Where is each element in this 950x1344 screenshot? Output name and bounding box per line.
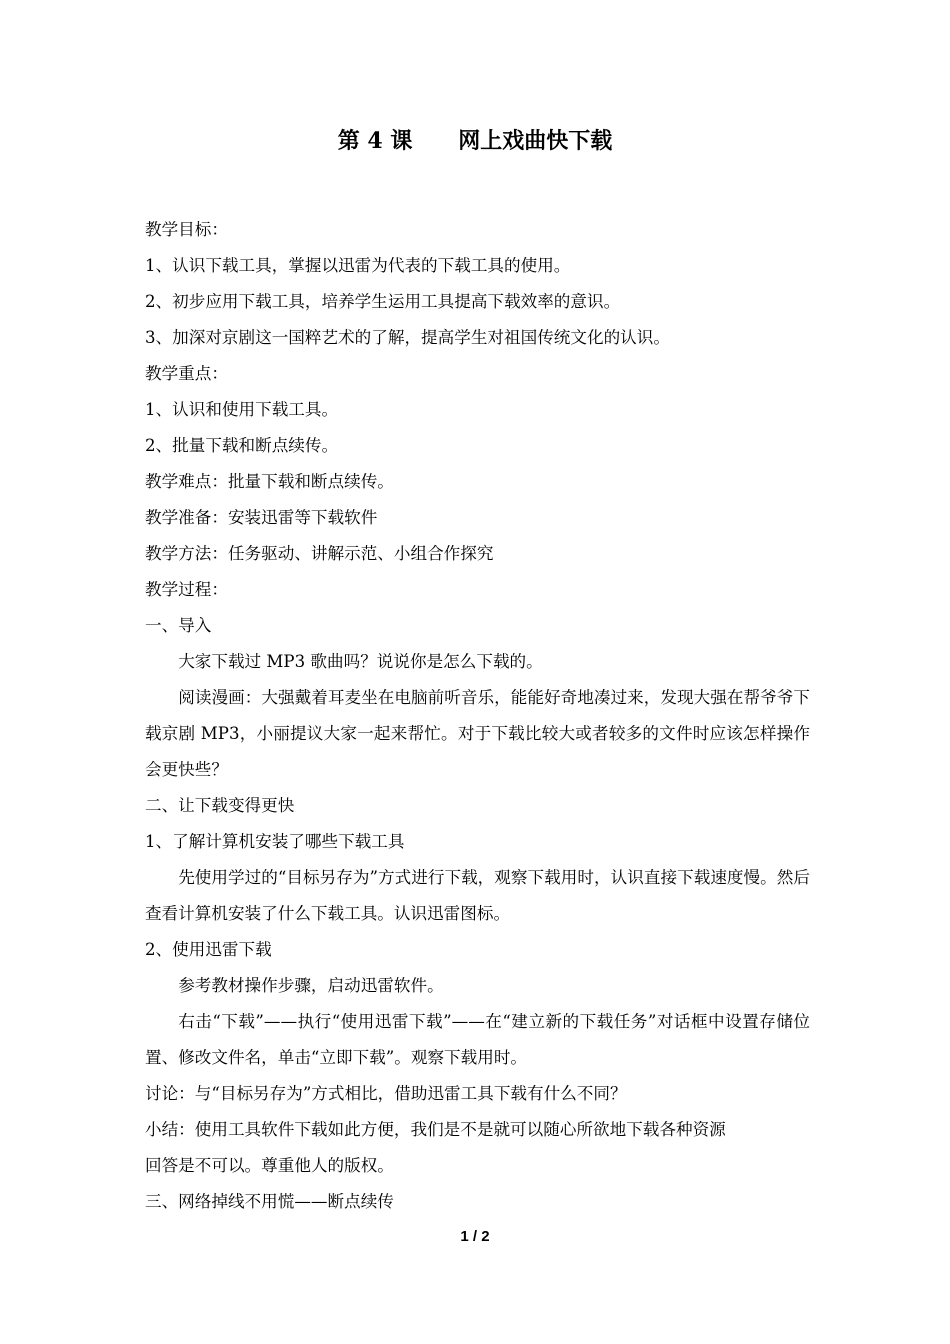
objective-item: 3、加深对京剧这一国粹艺术的了解，提高学生对祖国传统文化的认识。 (145, 328, 670, 347)
methods-line: 教学方法：任务驱动、讲解示范、小组合作探究 (145, 544, 494, 563)
page-title: 第 4 课 网上戏曲快下载 (337, 128, 613, 154)
preparation-line: 教学准备：安装迅雷等下载软件 (145, 508, 378, 527)
discussion-line: 讨论：与“目标另存为”方式相比，借助迅雷工具下载有什么不同？ (145, 1084, 627, 1103)
body-paragraph: 先使用学过的“目标另存为”方式进行下载，观察下载用时，认识直接下载速度慢。然后查看计算机安装了什么下载工具。认识迅雷图标。 (145, 868, 810, 923)
process-heading: 教学过程： (145, 580, 228, 599)
key-point-item: 1、认识和使用下载工具。 (145, 400, 339, 419)
body-paragraph: 阅读漫画：大强戴着耳麦坐在电脑前听音乐，能能好奇地凑过来，发现大强在帮爷爷下载京剧 MP3，小丽提议大家一起来帮忙。对于下载比较大或者较多的文件时应该怎样操作会更快些？ (145, 688, 810, 779)
section-heading: 一、导入 (145, 616, 212, 635)
document-body (145, 212, 810, 1220)
section-heading: 二、让下载变得更快 (145, 796, 295, 815)
summary-line: 回答是不可以。尊重他人的版权。 (145, 1156, 394, 1175)
summary-line: 小结：使用工具软件下载如此方便，我们是不是就可以随心所欲地下载各种资源 (145, 1120, 726, 1139)
section-heading: 三、网络掉线不用慌——断点续传 (145, 1192, 394, 1211)
page-number: 1 / 2 (460, 1228, 490, 1245)
body-paragraph: 右击“下载”——执行“使用迅雷下载”——在“建立新的下载任务”对话框中设置存储位置、修改文件名，单击“立即下载”。观察下载用时。 (145, 1012, 810, 1067)
subsection-heading: 1、了解计算机安装了哪些下载工具 (145, 832, 405, 851)
difficulty-line: 教学难点：批量下载和断点续传。 (145, 472, 394, 491)
key-points-heading: 教学重点： (145, 364, 228, 383)
objective-item: 2、初步应用下载工具，培养学生运用工具提高下载效率的意识。 (145, 292, 621, 311)
body-paragraph: 大家下载过 MP3 歌曲吗？说说你是怎么下载的。 (178, 652, 543, 671)
body-paragraph: 参考教材操作步骤，启动迅雷软件。 (178, 976, 444, 995)
key-point-item: 2、批量下载和断点续传。 (145, 436, 339, 455)
objective-item: 1、认识下载工具，掌握以迅雷为代表的下载工具的使用。 (145, 256, 571, 275)
subsection-heading: 2、使用迅雷下载 (145, 940, 272, 959)
objectives-heading: 教学目标： (145, 220, 228, 239)
